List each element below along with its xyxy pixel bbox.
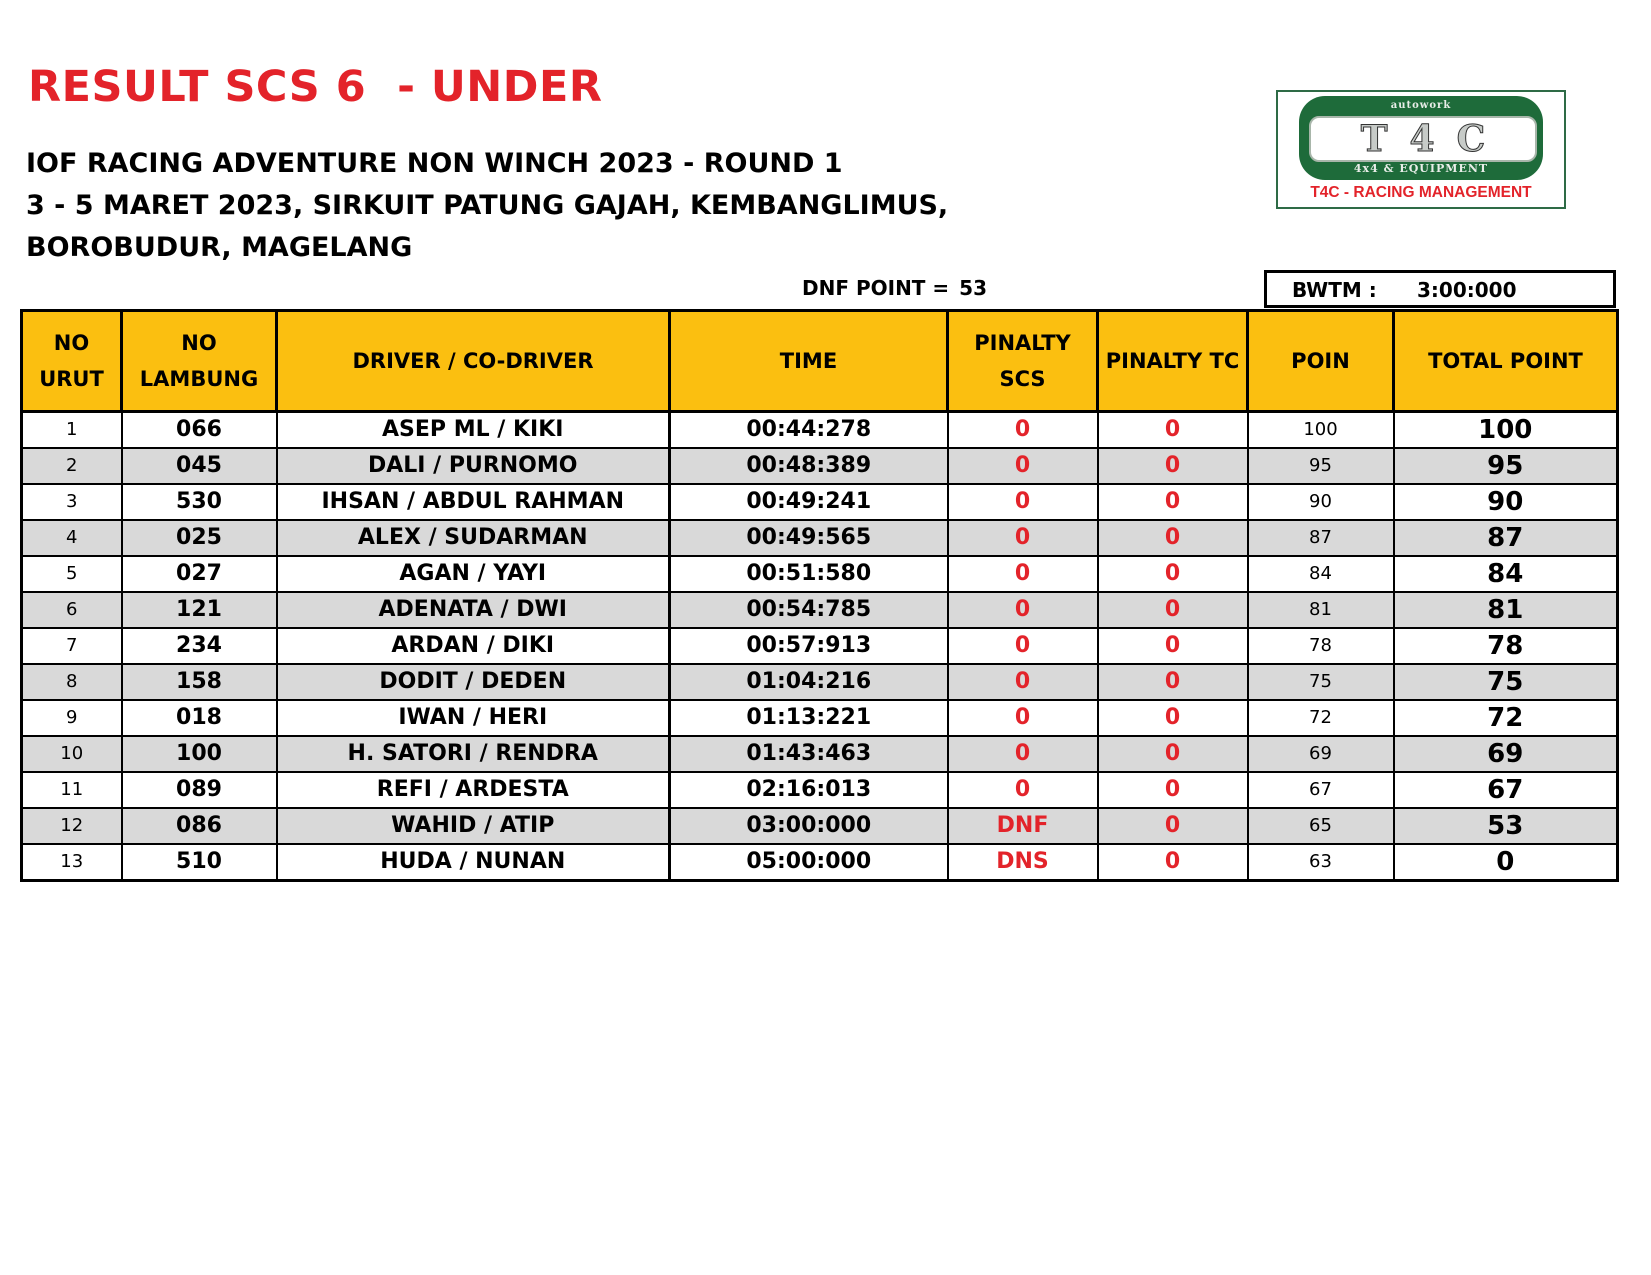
cell-no-urut: 9 xyxy=(22,700,122,736)
cell-driver: IHSAN / ABDUL RAHMAN xyxy=(277,484,670,520)
cell-pinalty-tc: 0 xyxy=(1098,412,1248,449)
col-header-time: TIME xyxy=(670,311,948,412)
dnf-point xyxy=(802,278,987,298)
cell-total-point: 75 xyxy=(1394,664,1618,700)
cell-no-lambung: 234 xyxy=(122,628,277,664)
cell-pinalty-tc: 0 xyxy=(1098,664,1248,700)
cell-poin: 87 xyxy=(1248,520,1394,556)
cell-pinalty-tc: 0 xyxy=(1098,772,1248,808)
cell-time: 01:13:221 xyxy=(670,700,948,736)
cell-driver: H. SATORI / RENDRA xyxy=(277,736,670,772)
cell-no-lambung: 158 xyxy=(122,664,277,700)
cell-pinalty-scs: 0 xyxy=(948,700,1098,736)
cell-driver: DODIT / DEDEN xyxy=(277,664,670,700)
cell-pinalty-scs: 0 xyxy=(948,592,1098,628)
cell-no-urut: 5 xyxy=(22,556,122,592)
table-row xyxy=(22,592,1618,628)
cell-time: 00:44:278 xyxy=(670,412,948,449)
cell-poin: 100 xyxy=(1248,412,1394,449)
table-row xyxy=(22,520,1618,556)
table-row xyxy=(22,772,1618,808)
cell-total-point: 87 xyxy=(1394,520,1618,556)
cell-time: 00:54:785 xyxy=(670,592,948,628)
cell-no-urut: 7 xyxy=(22,628,122,664)
cell-no-lambung: 530 xyxy=(122,484,277,520)
cell-no-urut: 6 xyxy=(22,592,122,628)
cell-pinalty-tc: 0 xyxy=(1098,736,1248,772)
table-row xyxy=(22,484,1618,520)
table-row xyxy=(22,556,1618,592)
table-header-row xyxy=(22,311,1618,412)
cell-no-urut: 13 xyxy=(22,844,122,881)
table-row xyxy=(22,664,1618,700)
cell-poin: 67 xyxy=(1248,772,1394,808)
cell-total-point: 78 xyxy=(1394,628,1618,664)
cell-total-point: 72 xyxy=(1394,700,1618,736)
cell-driver: ALEX / SUDARMAN xyxy=(277,520,670,556)
cell-no-urut: 11 xyxy=(22,772,122,808)
cell-pinalty-scs: 0 xyxy=(948,664,1098,700)
cell-poin: 63 xyxy=(1248,844,1394,881)
cell-time: 00:49:241 xyxy=(670,484,948,520)
cell-total-point: 95 xyxy=(1394,448,1618,484)
cell-poin: 75 xyxy=(1248,664,1394,700)
cell-total-point: 90 xyxy=(1394,484,1618,520)
bwtm-label: BWTM : xyxy=(1292,278,1377,302)
cell-driver: WAHID / ATIP xyxy=(277,808,670,844)
cell-no-lambung: 100 xyxy=(122,736,277,772)
cell-no-lambung: 045 xyxy=(122,448,277,484)
cell-time: 00:48:389 xyxy=(670,448,948,484)
cell-total-point: 81 xyxy=(1394,592,1618,628)
cell-pinalty-tc: 0 xyxy=(1098,844,1248,881)
cell-no-lambung: 510 xyxy=(122,844,277,881)
cell-no-lambung: 018 xyxy=(122,700,277,736)
cell-driver: ADENATA / DWI xyxy=(277,592,670,628)
cell-time: 00:49:565 xyxy=(670,520,948,556)
cell-driver: ASEP ML / KIKI xyxy=(277,412,670,449)
cell-no-urut: 1 xyxy=(22,412,122,449)
logo-badge xyxy=(1299,96,1543,180)
cell-pinalty-tc: 0 xyxy=(1098,808,1248,844)
cell-time: 03:00:000 xyxy=(670,808,948,844)
cell-time: 05:00:000 xyxy=(670,844,948,881)
t4c-logo xyxy=(1276,90,1566,209)
cell-pinalty-scs: 0 xyxy=(948,556,1098,592)
cell-driver: ARDAN / DIKI xyxy=(277,628,670,664)
table-row xyxy=(22,808,1618,844)
event-location: BOROBUDUR, MAGELANG xyxy=(26,232,413,263)
table-row xyxy=(22,628,1618,664)
cell-poin: 65 xyxy=(1248,808,1394,844)
col-header-no-lambung: NO LAMBUNG xyxy=(122,311,277,412)
cell-no-lambung: 089 xyxy=(122,772,277,808)
cell-pinalty-scs: 0 xyxy=(948,772,1098,808)
cell-pinalty-tc: 0 xyxy=(1098,448,1248,484)
cell-poin: 84 xyxy=(1248,556,1394,592)
table-row xyxy=(22,448,1618,484)
cell-total-point: 69 xyxy=(1394,736,1618,772)
cell-no-lambung: 121 xyxy=(122,592,277,628)
cell-no-urut: 2 xyxy=(22,448,122,484)
col-header-no-urut: NO URUT xyxy=(22,311,122,412)
cell-pinalty-tc: 0 xyxy=(1098,520,1248,556)
cell-total-point: 84 xyxy=(1394,556,1618,592)
cell-time: 01:04:216 xyxy=(670,664,948,700)
col-header-pinalty-scs: PINALTY SCS xyxy=(948,311,1098,412)
cell-pinalty-scs: 0 xyxy=(948,448,1098,484)
cell-pinalty-tc: 0 xyxy=(1098,484,1248,520)
cell-pinalty-tc: 0 xyxy=(1098,700,1248,736)
col-header-driver: DRIVER / CO-DRIVER xyxy=(277,311,670,412)
cell-pinalty-scs: 0 xyxy=(948,520,1098,556)
page-title: RESULT SCS 6 - UNDER xyxy=(28,62,603,112)
cell-no-urut: 12 xyxy=(22,808,122,844)
cell-no-urut: 3 xyxy=(22,484,122,520)
cell-no-urut: 4 xyxy=(22,520,122,556)
cell-total-point: 67 xyxy=(1394,772,1618,808)
cell-time: 02:16:013 xyxy=(670,772,948,808)
cell-no-urut: 10 xyxy=(22,736,122,772)
dnf-point-value: 53 xyxy=(959,276,988,300)
cell-time: 01:43:463 xyxy=(670,736,948,772)
cell-driver: IWAN / HERI xyxy=(277,700,670,736)
cell-poin: 81 xyxy=(1248,592,1394,628)
cell-no-lambung: 025 xyxy=(122,520,277,556)
cell-driver: DALI / PURNOMO xyxy=(277,448,670,484)
table-row xyxy=(22,700,1618,736)
cell-poin: 90 xyxy=(1248,484,1394,520)
cell-pinalty-scs: 0 xyxy=(948,736,1098,772)
cell-no-urut: 8 xyxy=(22,664,122,700)
cell-pinalty-scs: 0 xyxy=(948,412,1098,449)
cell-time: 00:51:580 xyxy=(670,556,948,592)
cell-poin: 95 xyxy=(1248,448,1394,484)
cell-no-lambung: 066 xyxy=(122,412,277,449)
cell-total-point: 53 xyxy=(1394,808,1618,844)
cell-pinalty-tc: 0 xyxy=(1098,592,1248,628)
table-row xyxy=(22,844,1618,881)
cell-pinalty-scs: 0 xyxy=(948,484,1098,520)
cell-poin: 69 xyxy=(1248,736,1394,772)
col-header-poin: POIN xyxy=(1248,311,1394,412)
cell-no-lambung: 086 xyxy=(122,808,277,844)
cell-total-point: 0 xyxy=(1394,844,1618,881)
table-row xyxy=(22,412,1618,449)
cell-poin: 78 xyxy=(1248,628,1394,664)
cell-no-lambung: 027 xyxy=(122,556,277,592)
event-name: IOF RACING ADVENTURE NON WINCH 2023 - ROUND 1 xyxy=(26,148,843,179)
event-date-venue: 3 - 5 MARET 2023, SIRKUIT PATUNG GAJAH, KEMBANGLIMUS, xyxy=(26,190,949,221)
logo-bottom-text: 4x4 & EQUIPMENT xyxy=(1353,162,1489,175)
cell-pinalty-scs: 0 xyxy=(948,628,1098,664)
cell-pinalty-tc: 0 xyxy=(1098,556,1248,592)
cell-pinalty-scs: DNS xyxy=(948,844,1098,881)
cell-driver: REFI / ARDESTA xyxy=(277,772,670,808)
col-header-total-point: TOTAL POINT xyxy=(1394,311,1618,412)
cell-pinalty-tc: 0 xyxy=(1098,628,1248,664)
cell-poin: 72 xyxy=(1248,700,1394,736)
results-table xyxy=(20,309,1619,882)
table-row xyxy=(22,736,1618,772)
bwtm-box xyxy=(1264,270,1616,308)
dnf-point-label: DNF POINT = xyxy=(802,276,950,300)
logo-plate xyxy=(1309,116,1537,162)
cell-driver: HUDA / NUNAN xyxy=(277,844,670,881)
logo-top-text: autowork xyxy=(1390,100,1452,111)
logo-main-text: T4C xyxy=(1360,118,1508,160)
bwtm-value: 3:00:000 xyxy=(1417,278,1517,302)
cell-driver: AGAN / YAYI xyxy=(277,556,670,592)
cell-total-point: 100 xyxy=(1394,412,1618,449)
logo-caption: T4C - RACING MANAGEMENT xyxy=(1310,184,1532,201)
cell-time: 00:57:913 xyxy=(670,628,948,664)
col-header-pinalty-tc: PINALTY TC xyxy=(1098,311,1248,412)
cell-pinalty-scs: DNF xyxy=(948,808,1098,844)
